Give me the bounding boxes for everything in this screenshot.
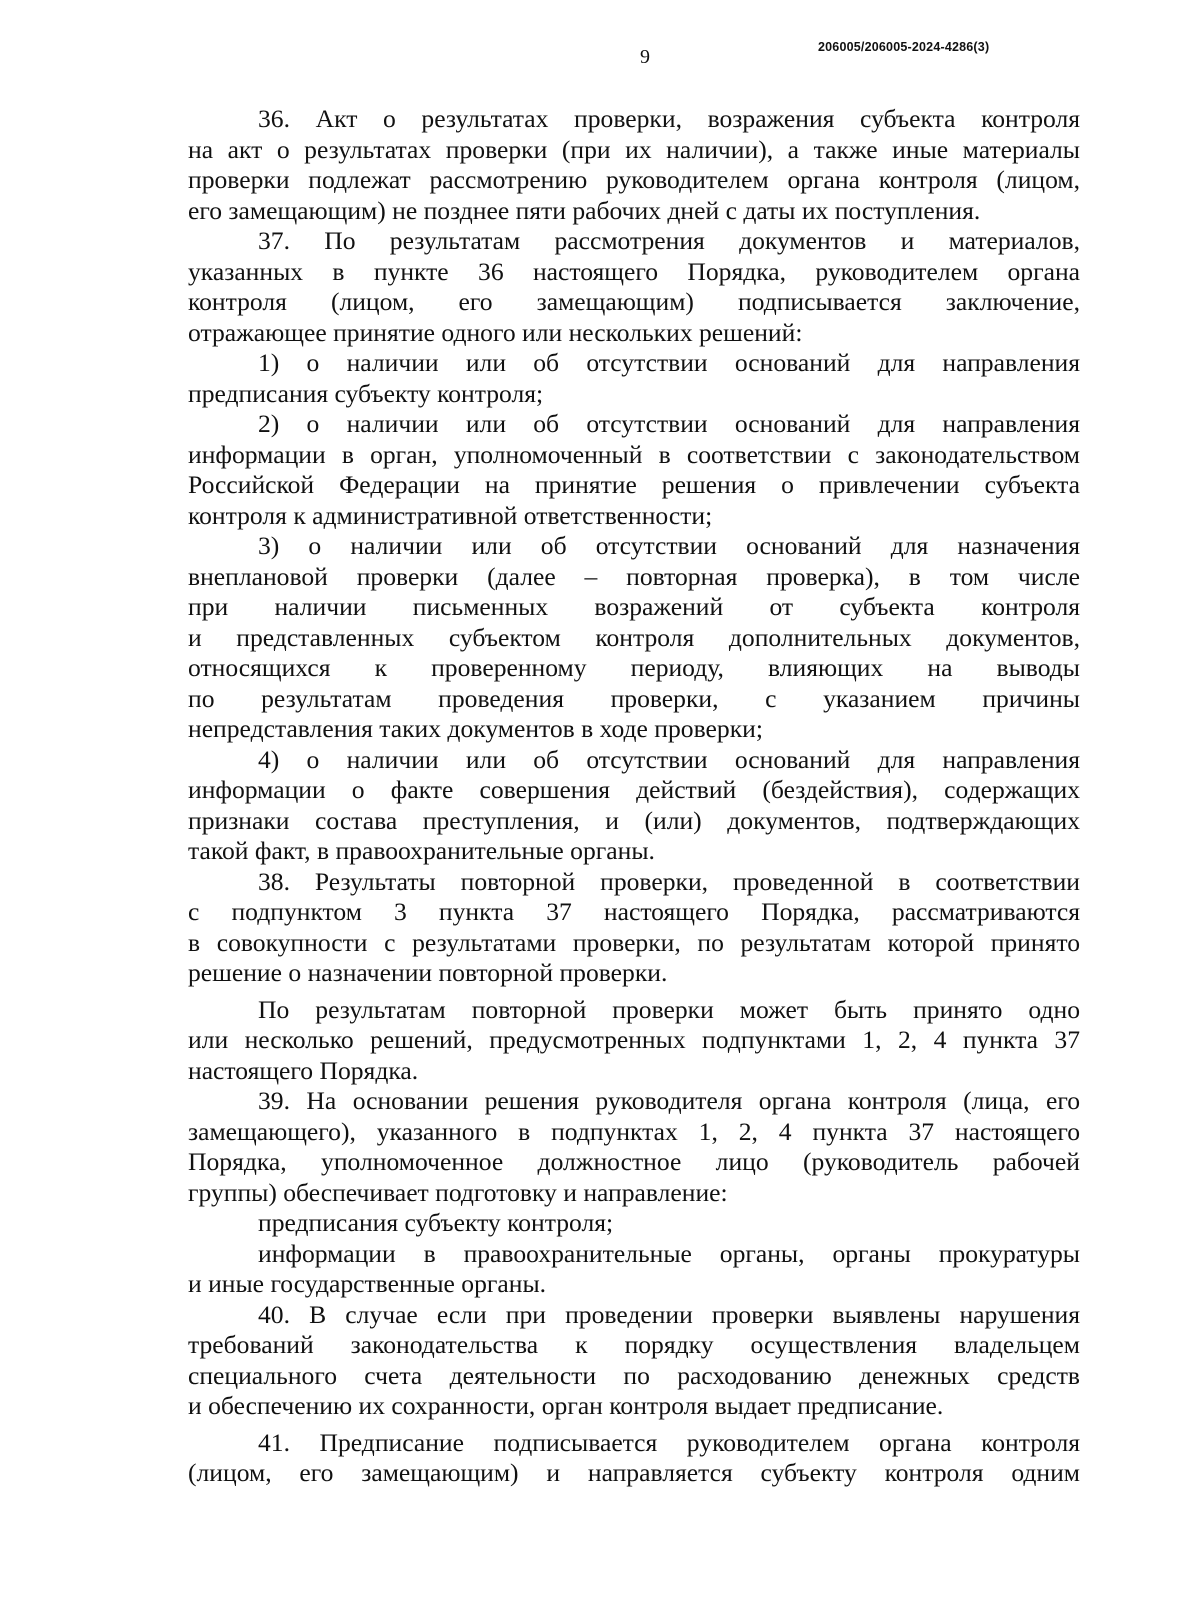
- document-id: 206005/206005-2024-4286(3): [818, 40, 990, 54]
- body-text-line: группы) обеспечивает подготовку и направление:: [188, 1177, 728, 1207]
- body-text-line: предписания субъекту контроля;: [258, 1208, 614, 1237]
- body-text-line: предписания субъекту контроля;: [188, 378, 544, 408]
- body-text-line: такой факт, в правоохранительные органы.: [188, 836, 655, 865]
- body-text-line: Порядка, уполномоченное должностное лицо (руководитель рабочей: [188, 1147, 1080, 1176]
- body-text-line: его замещающим) не позднее пяти рабочих дней с даты их поступления.: [188, 195, 981, 225]
- body-text-line: замещающего), указанного в подпунктах 1, 2, 4 пункта 37 настоящего: [188, 1116, 1080, 1146]
- body-text-line: 4) о наличии или об отсутствии оснований для направления: [258, 744, 1080, 774]
- body-text-line: по результатам проведения проверки, с указанием причины: [188, 683, 1080, 713]
- document-body: [188, 104, 1080, 1489]
- page-number: 9: [640, 46, 650, 68]
- body-text-line: или несколько решений, предусмотренных подпунктами 1, 2, 4 пункта 37: [188, 1025, 1080, 1054]
- body-text-line: Российской Федерации на принятие решения о привлечении субъекта: [188, 470, 1080, 499]
- body-text-line: 1) о наличии или об отсутствии оснований для направления: [258, 348, 1080, 377]
- body-text-line: 2) о наличии или об отсутствии оснований для направления: [258, 409, 1080, 438]
- body-text-line: отражающее принятие одного или нескольких решений:: [188, 317, 803, 347]
- body-text-line: 40. В случае если при проведении проверки выявлены нарушения: [258, 1299, 1080, 1329]
- body-text-line: внеплановой проверки (далее – повторная проверка), в том числе: [188, 561, 1080, 591]
- body-text-line: указанных в пункте 36 настоящего Порядка, руководителем органа: [188, 256, 1080, 286]
- body-text-line: По результатам повторной проверки может быть принято одно: [258, 994, 1080, 1024]
- body-text-line: 38. Результаты повторной проверки, проведенной в соответствии: [258, 866, 1080, 896]
- body-text-line: специального счета деятельности по расходованию денежных средств: [188, 1360, 1080, 1390]
- body-text-line: решение о назначении повторной проверки.: [188, 958, 668, 987]
- body-text-line: непредставления таких документов в ходе проверки;: [188, 714, 763, 743]
- body-text-line: в совокупности с результатами проверки, по результатам которой принято: [188, 927, 1080, 957]
- body-text-line: информации в правоохранительные органы, органы прокуратуры: [258, 1238, 1080, 1268]
- body-text-line: 39. На основании решения руководителя органа контроля (лица, его: [258, 1086, 1080, 1115]
- body-text-line: проверки подлежат рассмотрению руководителем органа контроля (лицом,: [188, 165, 1080, 194]
- body-text-line: требований законодательства к порядку осуществления владельцем: [188, 1330, 1080, 1359]
- body-text-line: и иные государственные органы.: [188, 1269, 547, 1298]
- body-text-line: контроля (лицом, его замещающим) подписывается заключение,: [188, 287, 1080, 316]
- body-text-line: при наличии письменных возражений от субъекта контроля: [188, 592, 1080, 621]
- body-text-line: 37. По результатам рассмотрения документов и материалов,: [258, 226, 1080, 255]
- body-text-line: с подпунктом 3 пункта 37 настоящего Порядка, рассматриваются: [188, 897, 1080, 926]
- body-text-line: информации о факте совершения действий (бездействия), содержащих: [188, 775, 1080, 804]
- body-text-line: на акт о результатах проверки (при их наличии), а также иные материалы: [188, 134, 1080, 164]
- body-text-line: признаки состава преступления, и (или) документов, подтверждающих: [188, 805, 1080, 835]
- body-text-line: информации в орган, уполномоченный в соответствии с законодательством: [188, 439, 1080, 469]
- body-text-line: относящихся к проверенному периоду, влияющих на выводы: [188, 653, 1080, 682]
- body-text-line: 36. Акт о результатах проверки, возражения субъекта контроля: [258, 104, 1080, 133]
- body-text-line: 41. Предписание подписывается руководителем органа контроля: [258, 1427, 1080, 1457]
- body-text-line: настоящего Порядка.: [188, 1055, 419, 1085]
- body-text-line: и представленных субъектом контроля дополнительных документов,: [188, 622, 1080, 652]
- body-text-line: контроля к административной ответственности;: [188, 500, 713, 530]
- body-text-line: (лицом, его замещающим) и направляется субъекту контроля одним: [188, 1458, 1080, 1487]
- body-text-line: 3) о наличии или об отсутствии оснований для назначения: [258, 531, 1080, 560]
- body-text-line: и обеспечению их сохранности, орган контроля выдает предписание.: [188, 1391, 944, 1420]
